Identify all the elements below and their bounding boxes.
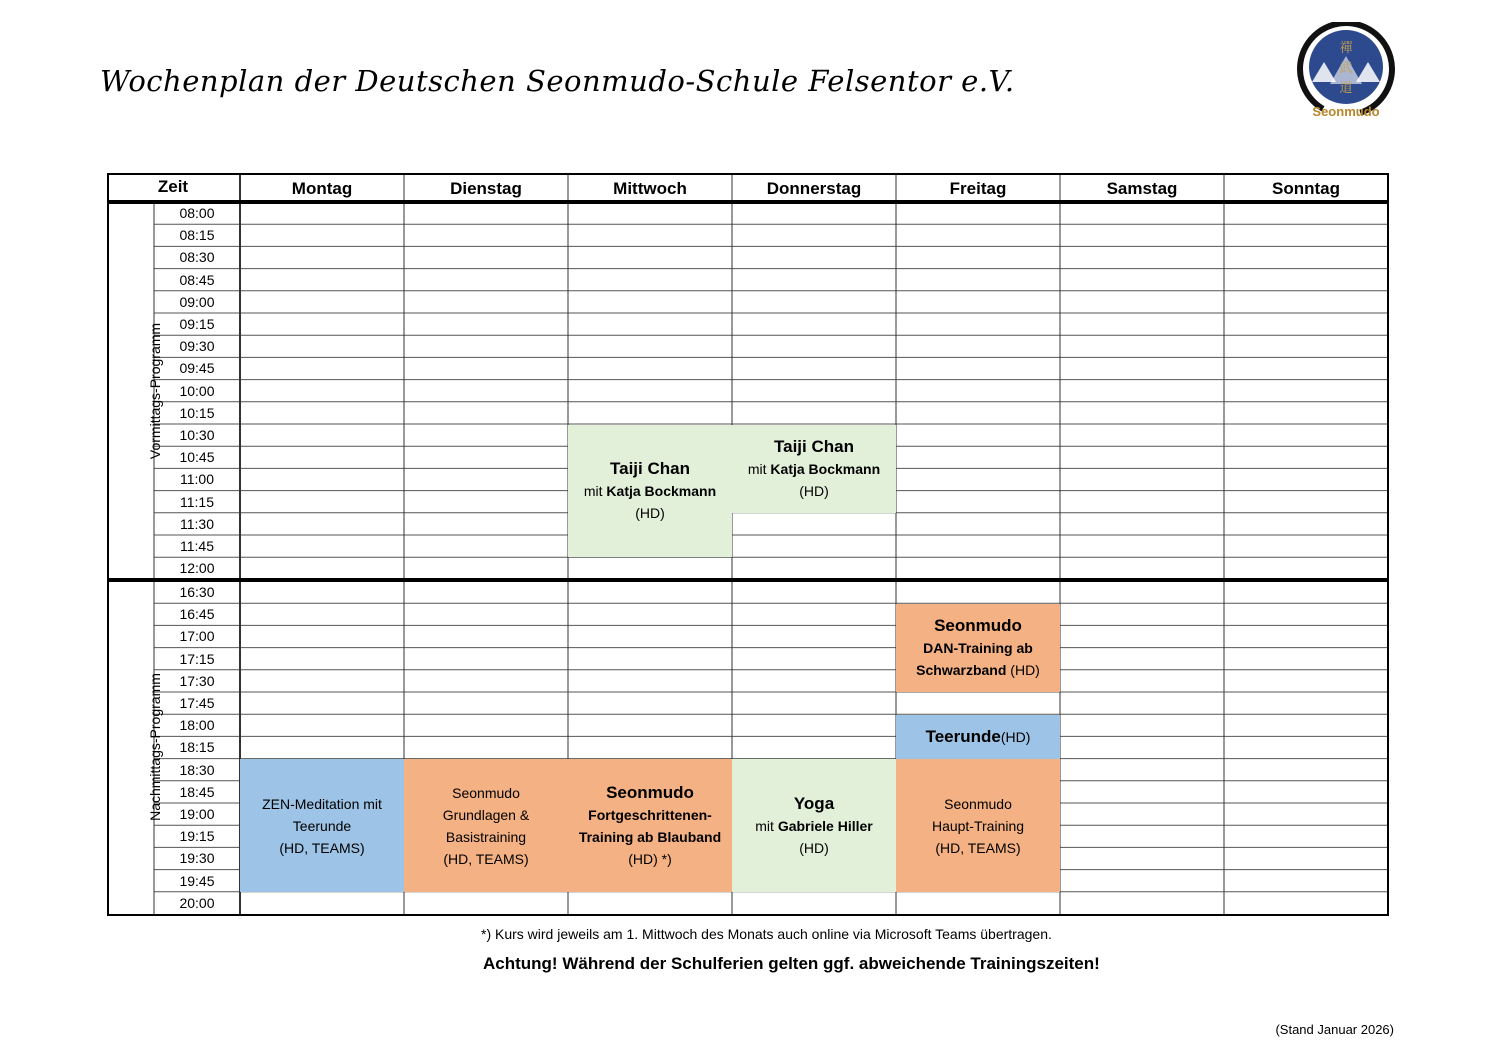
event-line: DAN-Training ab bbox=[923, 640, 1033, 656]
event-line: Schwarzband (HD) bbox=[916, 662, 1040, 678]
time-label: 08:15 bbox=[179, 227, 215, 244]
seonmudo-logo bbox=[1294, 22, 1398, 122]
time-label: 09:15 bbox=[179, 316, 215, 333]
seonmudo-logo-icon bbox=[1294, 22, 1398, 122]
event-line: Basistraining bbox=[445, 828, 527, 845]
event-title: Taiji Chan bbox=[774, 437, 854, 456]
event-title: Yoga bbox=[793, 793, 835, 813]
time-label: 17:00 bbox=[179, 628, 215, 645]
event-instructor: mit Katja Bockmann bbox=[747, 461, 881, 477]
time-label: 17:30 bbox=[179, 672, 215, 689]
time-label: 09:45 bbox=[179, 360, 215, 377]
svg-text:道: 道 bbox=[1339, 81, 1353, 96]
event-location: (HD, TEAMS) bbox=[935, 839, 1021, 856]
event-teerunde-freitag[interactable] bbox=[896, 715, 1060, 759]
event-line: ZEN-Meditation mit bbox=[262, 795, 382, 812]
header-day-montag: Montag bbox=[291, 179, 353, 198]
footnote: *) Kurs wird jeweils am 1. Mittwoch des Monats auch online via Microsoft Teams übertragen. bbox=[481, 926, 1052, 942]
event-yoga-donnerstag[interactable] bbox=[732, 759, 896, 892]
event-line: Seonmudo bbox=[452, 784, 520, 801]
logo-text: Seonmudo bbox=[1312, 104, 1380, 119]
event-line: Seonmudo bbox=[944, 795, 1012, 812]
svg-text:禪: 禪 bbox=[1339, 41, 1353, 56]
event-instructor: mit Gabriele Hiller bbox=[755, 817, 873, 834]
holiday-warning: Achtung! Während der Schulferien gelten ggf. abweichende Trainingszeiten! bbox=[483, 954, 1100, 973]
event-title: Teerunde bbox=[925, 727, 1001, 746]
time-label: 11:00 bbox=[180, 471, 214, 488]
time-label: 19:45 bbox=[179, 872, 215, 889]
section-label-morning: Vormittags-Programm bbox=[147, 322, 163, 460]
time-label: 20:00 bbox=[179, 894, 215, 911]
header-zeit: Zeit bbox=[157, 177, 189, 196]
event-fortgeschrittenen-mittwoch[interactable] bbox=[568, 759, 732, 892]
event-location: (HD) bbox=[635, 505, 665, 521]
time-label: 17:15 bbox=[179, 650, 215, 667]
time-label: 16:45 bbox=[179, 606, 215, 623]
time-label: 10:00 bbox=[179, 382, 215, 399]
svg-text:武: 武 bbox=[1339, 61, 1353, 76]
event-location: (HD) bbox=[1000, 729, 1031, 745]
event-title: Taiji Chan bbox=[610, 459, 690, 478]
time-label: 08:30 bbox=[179, 249, 215, 266]
time-label: 18:30 bbox=[179, 761, 215, 778]
event-line: Grundlagen & bbox=[442, 806, 530, 823]
time-label: 16:30 bbox=[179, 584, 215, 601]
event-location: (HD) *) bbox=[628, 850, 672, 867]
header-day-mittwoch: Mittwoch bbox=[613, 179, 687, 198]
time-label: 10:15 bbox=[179, 404, 215, 421]
header-day-dienstag: Dienstag bbox=[450, 179, 522, 198]
time-label: 18:45 bbox=[179, 783, 215, 800]
time-label: 19:00 bbox=[179, 806, 215, 823]
event-line: Teerunde bbox=[292, 817, 352, 834]
event-location: (HD) bbox=[799, 839, 829, 856]
time-label: 08:45 bbox=[179, 271, 215, 288]
header-day-sonntag: Sonntag bbox=[1272, 179, 1340, 198]
event-line: Fortgeschrittenen- bbox=[588, 806, 712, 823]
event-location: (HD) bbox=[799, 483, 829, 499]
event-line: Haupt-Training bbox=[931, 817, 1025, 834]
event-taiji-chan-donnerstag[interactable] bbox=[732, 425, 896, 513]
event-taiji-chan-mittwoch[interactable] bbox=[568, 425, 732, 557]
time-label: 11:15 bbox=[180, 493, 214, 510]
section-label-afternoon: Nachmittags-Programm bbox=[147, 673, 163, 821]
page-title: Wochenplan der Deutschen Seonmudo-Schule Felsentor e.V. bbox=[100, 64, 1015, 98]
schedule-table bbox=[107, 173, 1389, 916]
header-day-donnerstag: Donnerstag bbox=[766, 179, 862, 198]
header-day-freitag: Freitag bbox=[949, 179, 1007, 198]
header-day-samstag: Samstag bbox=[1106, 179, 1178, 198]
time-label: 10:45 bbox=[179, 449, 215, 466]
time-label: 18:00 bbox=[179, 717, 215, 734]
time-label: 18:15 bbox=[179, 739, 215, 756]
time-label: 17:45 bbox=[179, 695, 215, 712]
stand-date: (Stand Januar 2026) bbox=[1275, 1022, 1394, 1037]
event-haupt-training-freitag[interactable] bbox=[896, 759, 1060, 892]
time-label: 19:30 bbox=[179, 850, 215, 867]
time-label: 12:00 bbox=[179, 560, 215, 577]
time-label: 10:30 bbox=[179, 427, 215, 444]
event-basistraining-dienstag[interactable] bbox=[404, 759, 568, 892]
time-label: 09:00 bbox=[179, 293, 215, 310]
time-label: 11:45 bbox=[180, 538, 214, 555]
event-location: (HD, TEAMS) bbox=[443, 850, 529, 867]
event-title: Seonmudo bbox=[934, 616, 1022, 635]
event-zen-meditation-montag[interactable] bbox=[240, 759, 404, 892]
event-line: Training ab Blauband bbox=[578, 828, 722, 845]
event-dan-training-freitag[interactable] bbox=[896, 604, 1060, 692]
time-label: 11:30 bbox=[180, 515, 214, 532]
event-instructor: mit Katja Bockmann bbox=[583, 483, 717, 499]
event-title: Seonmudo bbox=[606, 782, 694, 802]
time-label: 09:30 bbox=[179, 338, 215, 355]
time-label: 19:15 bbox=[179, 828, 215, 845]
event-location: (HD, TEAMS) bbox=[279, 839, 365, 856]
time-label: 08:00 bbox=[179, 205, 215, 222]
